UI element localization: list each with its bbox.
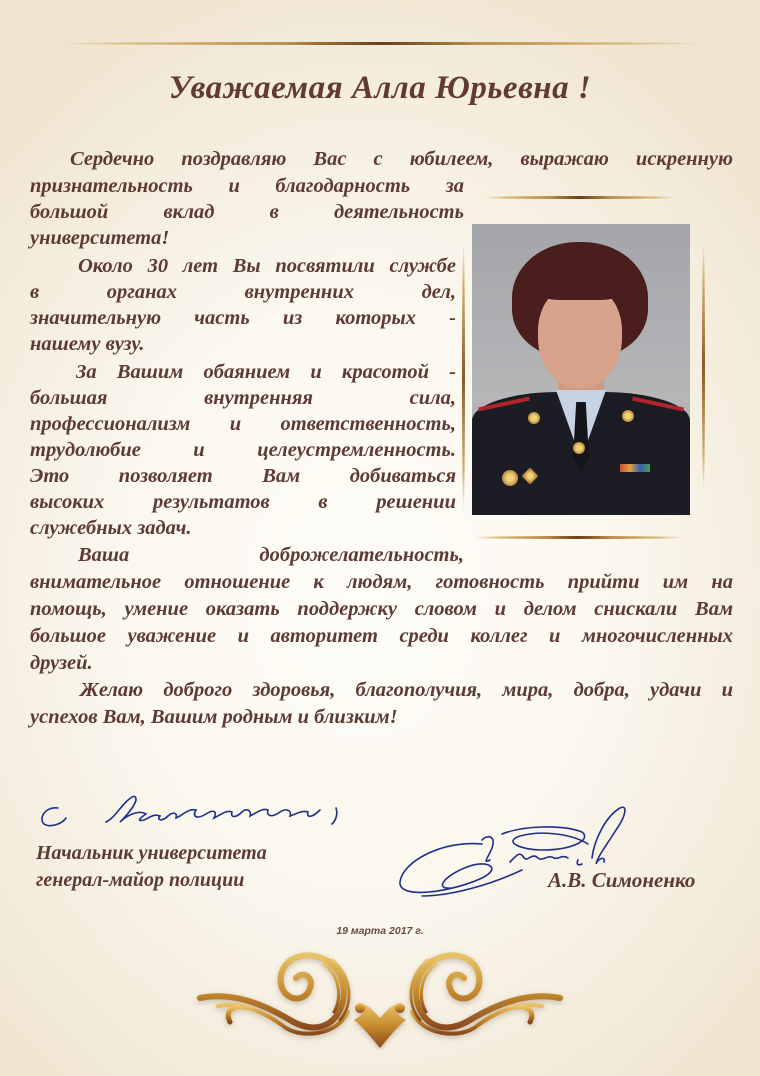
letter-line: За Вашим обаянием и красотой - <box>76 361 456 383</box>
photo-fringe <box>530 250 630 300</box>
letter-salutation: Уважаемая Алла Юрьевна ! <box>168 70 592 106</box>
letter-line: профессионализм и ответственность, <box>30 413 456 435</box>
letter-line: большое уважение и авторитет среди коллег и многочисленных <box>30 625 733 647</box>
letter-line: признательность и благодарность за <box>30 175 464 197</box>
gold-scroll-ornament-icon <box>190 940 570 1050</box>
letter-line: внимательное отношение к людям, готовность прийти им на <box>30 571 733 593</box>
letter-line: Желаю доброго здоровья, благополучия, мира, добра, удачи и <box>80 679 733 701</box>
letter-date: 19 марта 2017 г. <box>336 925 424 937</box>
photo-tie-pin-icon <box>573 442 585 454</box>
letter-line: трудолюбие и целеустремленность. <box>30 439 456 461</box>
letter-line: большой вклад в деятельность <box>30 201 464 223</box>
photo-collar-badge-left <box>528 412 540 424</box>
photo-medal-icon <box>502 470 518 486</box>
letter-line: успехов Вам, Вашим родным и близким! <box>30 706 398 728</box>
photo-bottom-line <box>472 536 684 539</box>
photo-ribbon-bar <box>620 464 650 472</box>
letter-line: служебных задач. <box>30 517 192 539</box>
top-divider-line <box>56 42 706 45</box>
letter-line: большая внутренняя сила, <box>30 387 456 409</box>
letter-line: высоких результатов в решении <box>30 491 456 513</box>
letter-line: помощь, умение оказать поддержку словом и делом снискали Вам <box>30 598 733 620</box>
letter-line: друзей. <box>30 652 93 674</box>
photo-right-line <box>702 242 705 492</box>
letter-line: значительную часть из которых - <box>30 307 456 329</box>
photo-top-line <box>482 196 678 199</box>
handwritten-greeting-icon <box>36 788 366 838</box>
signatory-name: А.В. Симоненко <box>548 868 696 892</box>
photo-left-line <box>462 242 465 512</box>
letter-line: университета! <box>30 227 170 249</box>
signatory-position: Начальник университета <box>36 842 267 864</box>
letter-line: Сердечно поздравляю Вас с юбилеем, выражаю искренную <box>70 148 733 170</box>
signatory-rank: генерал-майор полиции <box>36 869 245 891</box>
letter-line: Это позволяет Вам добиваться <box>30 465 456 487</box>
portrait-photo <box>472 224 690 515</box>
letter-line: Ваша доброжелательность, <box>78 544 464 566</box>
photo-collar-badge-right <box>622 410 634 422</box>
letter-line: Около 30 лет Вы посвятили службе <box>78 255 456 277</box>
letter-line: в органах внутренних дел, <box>30 281 456 303</box>
letter-line: нашему вузу. <box>30 333 145 355</box>
